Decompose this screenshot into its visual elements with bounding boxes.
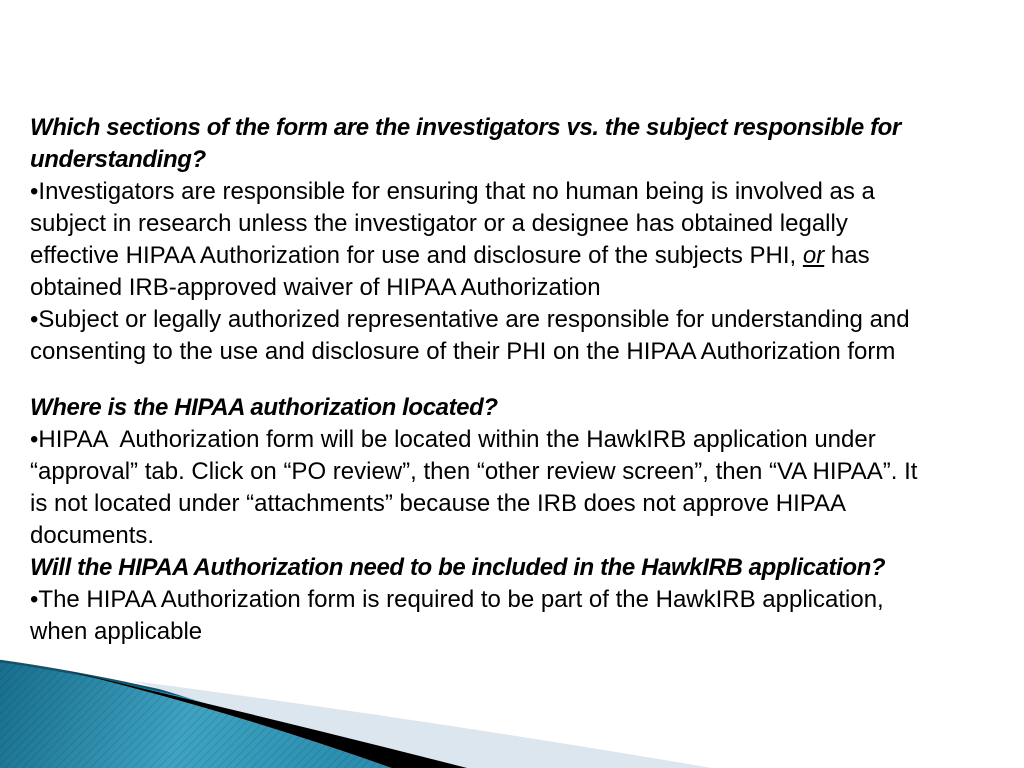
heading-line: understanding? <box>30 146 206 173</box>
emphasized-text: or <box>802 242 825 269</box>
body-text: effective HIPAA Authorization for use and disclosure of the subjects PHI, <box>30 242 803 269</box>
body-text: has <box>824 242 870 269</box>
body-line: subject in research unless the investigator or a designee has obtained legally <box>30 210 848 237</box>
teal-swoosh <box>0 661 463 768</box>
body-line: documents. <box>30 522 155 549</box>
teal-swoosh-stripes <box>0 661 463 768</box>
body-line: consenting to the use and disclosure of their PHI on the HIPAA Authorization form <box>30 338 896 365</box>
black-stripe <box>63 670 467 768</box>
body-line: “approval” tab. Click on “PO review”, then “other review screen”, then “VA HIPAA”. It <box>30 458 918 485</box>
teal-swoosh-edge <box>0 661 463 768</box>
body-line <box>30 240 1024 272</box>
body-line: when applicable <box>30 618 203 645</box>
heading-line: Which sections of the form are the investigators vs. the subject responsible for <box>30 114 901 141</box>
heading-line: Will the HIPAA Authorization need to be included in the HawkIRB application? <box>30 554 886 581</box>
body-line: is not located under “attachments” because the IRB does not approve HIPAA <box>30 490 847 517</box>
blank-line <box>30 368 1024 392</box>
slide-text-block <box>30 112 1024 648</box>
body-line: •Investigators are responsible for ensuring that no human being is involved as a <box>30 178 875 205</box>
body-line: •HIPAA Authorization form will be located within the HawkIRB application under <box>30 426 876 453</box>
body-line: obtained IRB-approved waiver of HIPAA Authorization <box>30 274 601 301</box>
heading-line: Where is the HIPAA authorization located? <box>30 394 498 421</box>
body-line: •The HIPAA Authorization form is required to be part of the HawkIRB application, <box>30 586 884 613</box>
body-line: •Subject or legally authorized representative are responsible for understanding and <box>30 306 910 333</box>
pale-blue-band <box>133 681 712 768</box>
